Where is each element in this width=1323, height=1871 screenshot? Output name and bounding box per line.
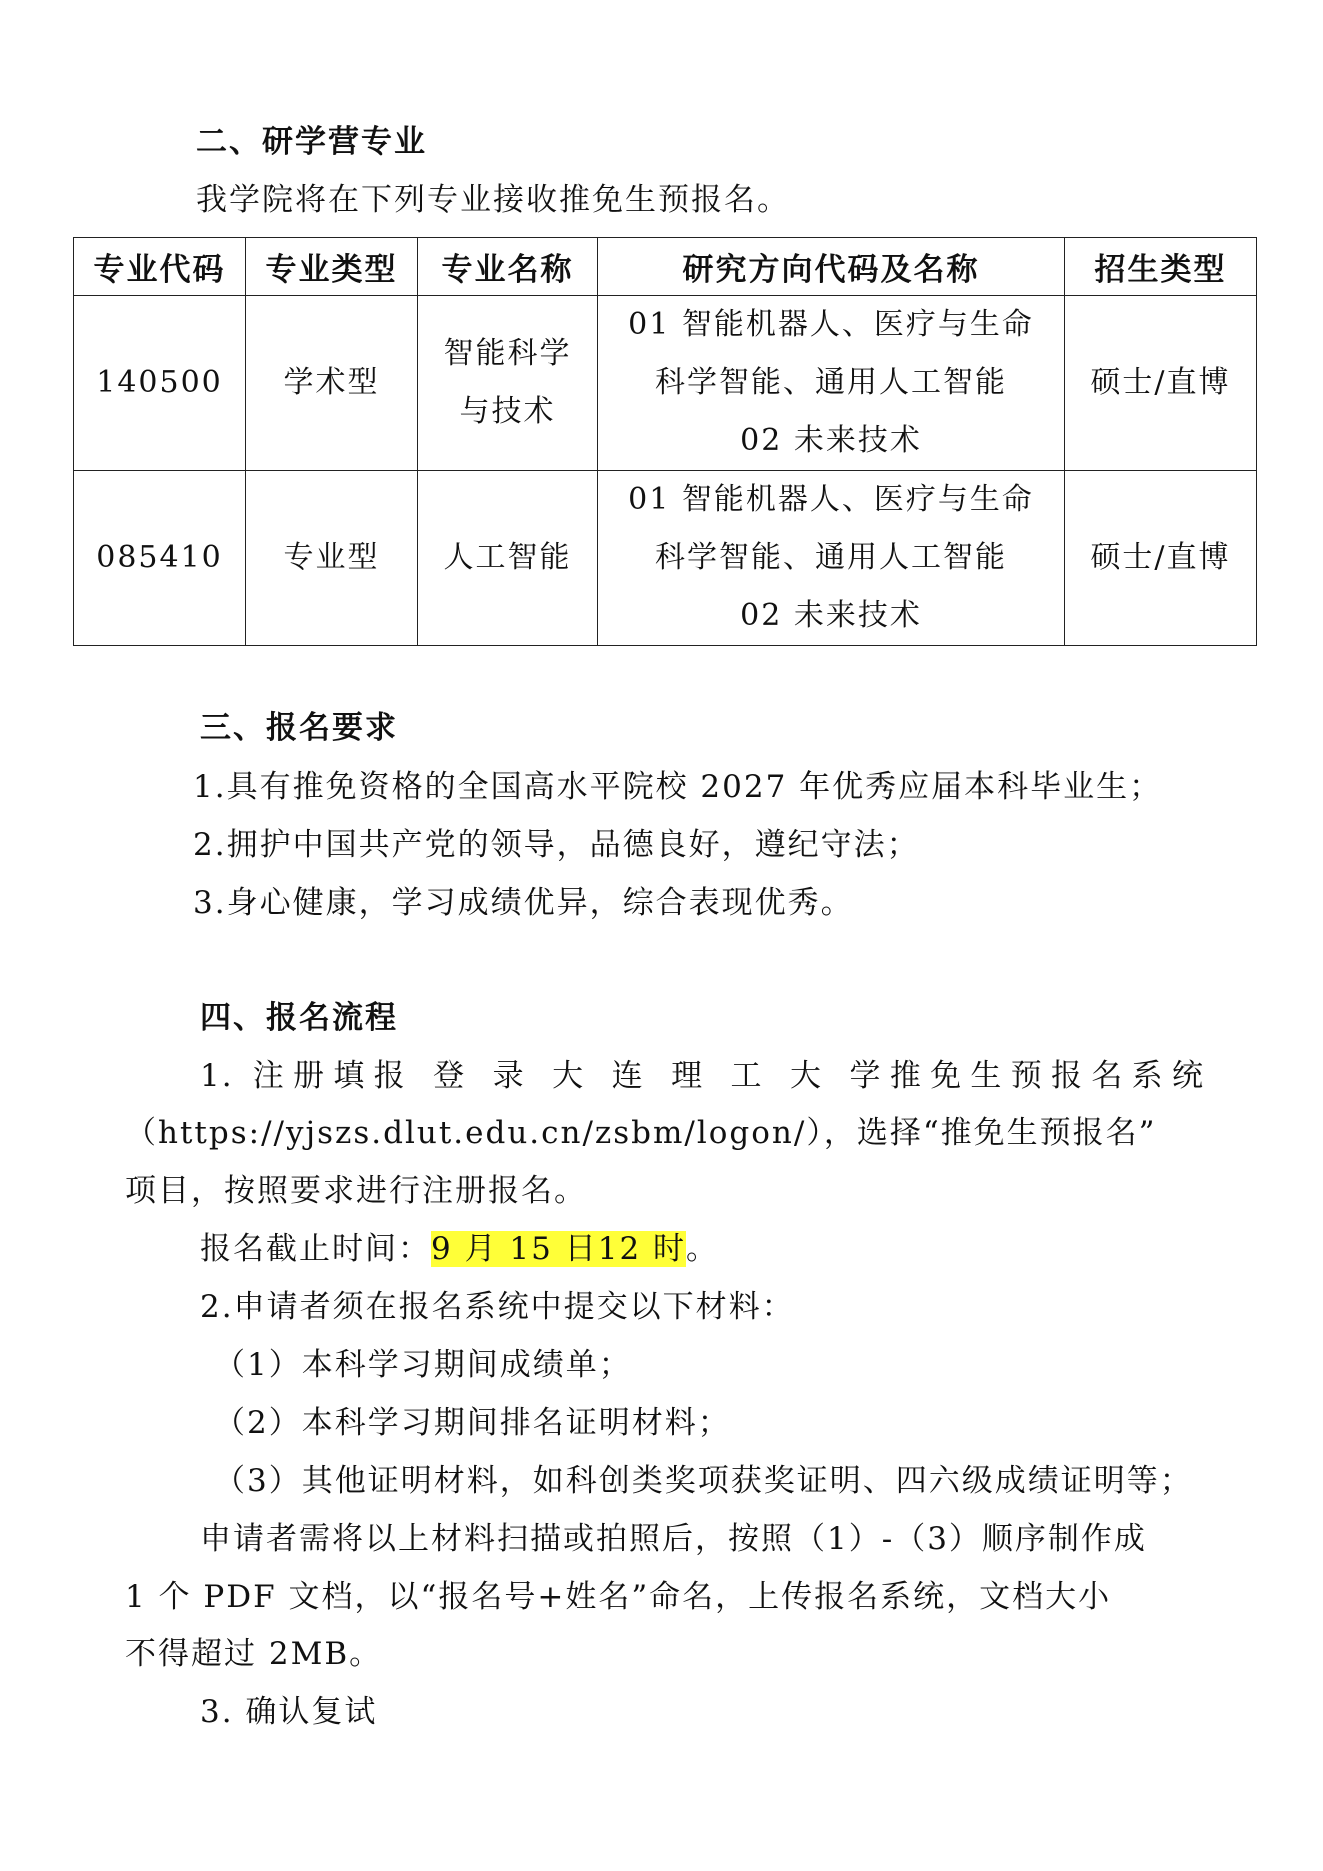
section-heading: 四、报名流程 [200, 1000, 398, 1036]
note-text: 1 个 PDF 文档，以“报名号+姓名”命名，上传报名系统，文档大小 [125, 1579, 1112, 1615]
material-item: （2）本科学习期间排名证明材料； [214, 1405, 731, 1441]
majors-table [73, 237, 1257, 646]
material-item: （1）本科学习期间成绩单； [214, 1347, 632, 1383]
section-heading: 三、报名要求 [200, 710, 398, 746]
header-cell: 研究方向代码及名称 [598, 238, 1065, 296]
table-row [74, 471, 1257, 646]
enroll-type-cell: 硕士/直博 [1065, 471, 1257, 646]
major-name-line: 与技术 [459, 394, 556, 429]
deadline-end: 。 [686, 1231, 720, 1267]
direction-cell [598, 296, 1065, 471]
deadline-line [200, 1229, 719, 1269]
direction-line: 01 智能机器人、医疗与生命 [628, 307, 1034, 342]
material-item: （3）其他证明材料，如科创类奖项获奖证明、四六级成绩证明等； [214, 1463, 1193, 1499]
requirement-item: 3.身心健康，学习成绩优异，综合表现优秀。 [193, 885, 854, 921]
direction-line: 科学智能、通用人工智能 [655, 365, 1007, 400]
direction-cell [598, 471, 1065, 646]
direction-line: 科学智能、通用人工智能 [655, 540, 1007, 575]
requirement-item: 1.具有推免资格的全国高水平院校 2027 年优秀应届本科毕业生； [193, 769, 1163, 805]
step3-text: 3. 确认复试 [200, 1694, 378, 1730]
major-code-cell: 085410 [74, 471, 246, 646]
major-type-cell: 专业型 [246, 471, 418, 646]
direction-line: 02 未来技术 [740, 598, 922, 633]
direction-line: 02 未来技术 [740, 423, 922, 458]
step2-text: 2.申请者须在报名系统中提交以下材料： [200, 1289, 795, 1325]
major-type-cell: 学术型 [246, 296, 418, 471]
major-code-cell: 140500 [74, 296, 246, 471]
step1-url-text: （https://yjszs.dlut.edu.cn/zsbm/logon/），选择“推免生预报名” [125, 1115, 1157, 1151]
table-row [74, 296, 1257, 471]
table-header-row [74, 238, 1257, 296]
major-name-line: 人工智能 [443, 540, 572, 575]
deadline-highlight: 9 月 15 日12 时 [431, 1231, 687, 1267]
step1-text: 项目，按照要求进行注册报名。 [125, 1173, 587, 1209]
header-cell: 专业代码 [74, 238, 246, 296]
major-name-line: 智能科学 [443, 336, 572, 371]
header-cell: 专业类型 [246, 238, 418, 296]
enroll-type-cell: 硕士/直博 [1065, 296, 1257, 471]
note-text: 申请者需将以上材料扫描或拍照后，按照（1）-（3）顺序制作成 [200, 1521, 1147, 1557]
step1-text: 1. 注册填报 登 录 大 连 理 工 大 学推免生预报名系统 [200, 1058, 1205, 1094]
header-cell: 专业名称 [418, 238, 598, 296]
deadline-label: 报名截止时间： [200, 1231, 431, 1267]
section-heading: 二、研学营专业 [196, 124, 427, 160]
note-text: 不得超过 2MB。 [125, 1636, 383, 1672]
section-intro: 我学院将在下列专业接收推免生预报名。 [196, 182, 790, 218]
direction-line: 01 智能机器人、医疗与生命 [628, 482, 1034, 517]
major-name-cell [418, 296, 598, 471]
major-name-cell [418, 471, 598, 646]
requirement-item: 2.拥护中国共产党的领导，品德良好，遵纪守法； [193, 827, 920, 863]
header-cell: 招生类型 [1065, 238, 1257, 296]
